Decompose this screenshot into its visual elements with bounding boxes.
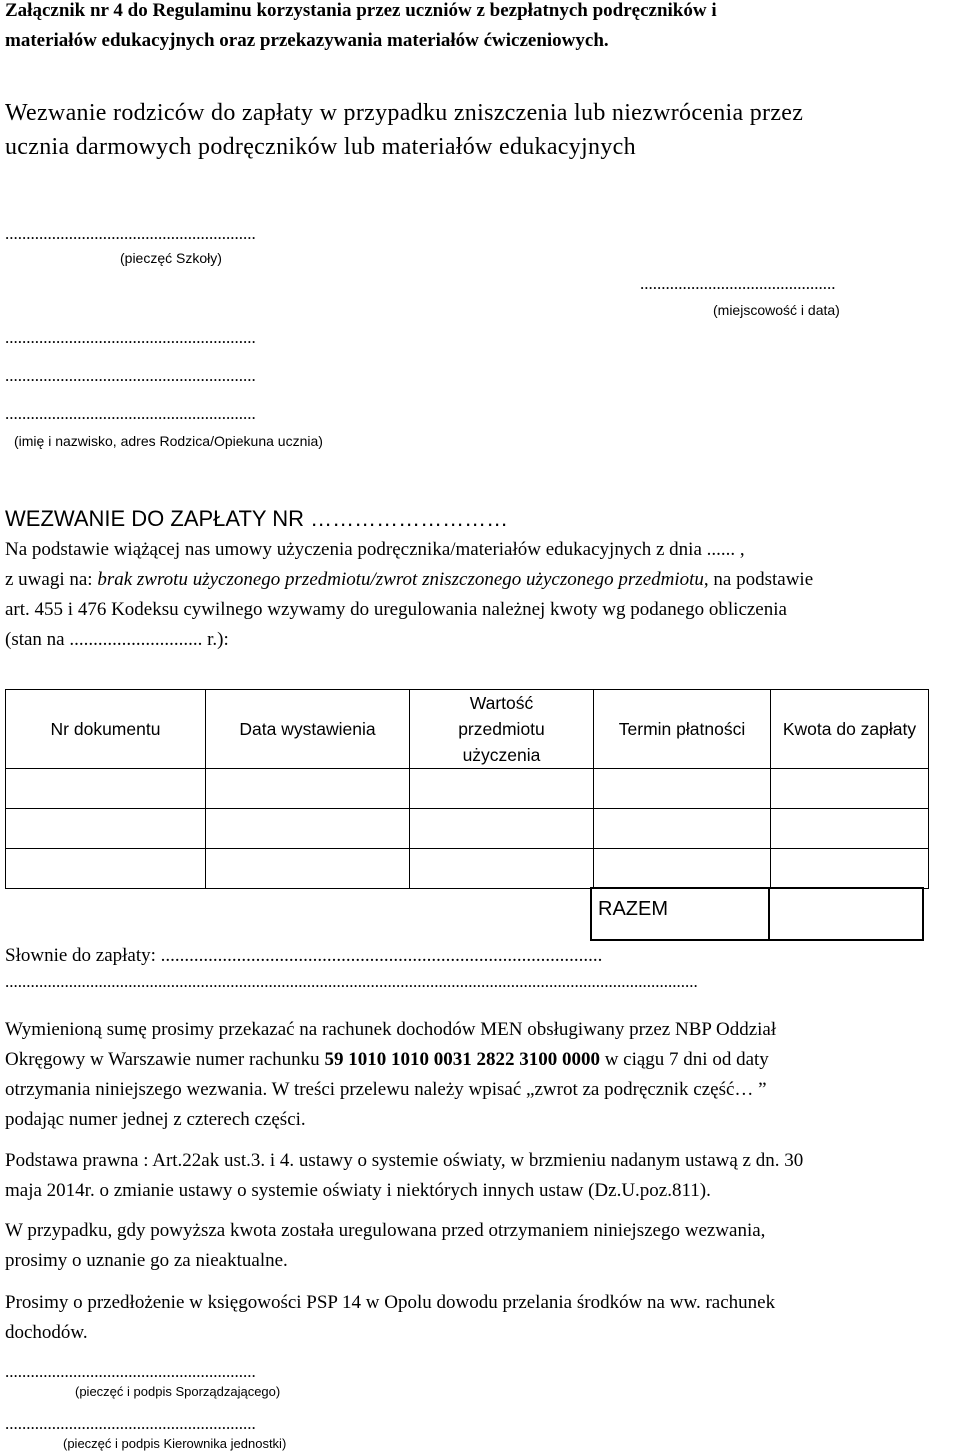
notice-line-1: Na podstawie wiążącej nas umowy użyczenia podręcznika/materiałów edukacyjnych z dnia ...... , bbox=[5, 539, 745, 560]
legal-line-2: maja 2014r. o zmianie ustawy o systemie oświaty i niektórych innych ustaw (Dz.U.poz.811). bbox=[5, 1180, 711, 1201]
table-cell[interactable] bbox=[6, 769, 206, 809]
head-signature-dots: ........................................................... bbox=[5, 1414, 256, 1433]
header-cell-item-value bbox=[410, 690, 594, 769]
school-stamp-caption: (pieczęć Szkoły) bbox=[120, 250, 222, 266]
table-cell[interactable] bbox=[771, 849, 929, 889]
paid-note bbox=[5, 1216, 940, 1276]
document-title-line1: Wezwanie rodziców do zapłaty w przypadku zniszczenia lub niezwrócenia przez bbox=[5, 100, 804, 126]
notice-heading: WEZWANIE DO ZAPŁATY NR ……………………… bbox=[5, 506, 509, 531]
document-title-line2: ucznia darmowych podręczników lub materiałów edukacyjnych bbox=[5, 134, 636, 160]
payment-instructions bbox=[5, 1015, 940, 1135]
table-cell[interactable] bbox=[594, 809, 771, 849]
table-cell[interactable] bbox=[6, 849, 206, 889]
table-row bbox=[6, 849, 929, 889]
amount-in-words: Słownie do zapłaty: ............................................................................................. bbox=[5, 945, 603, 966]
header-cell-due-date: Termin płatności bbox=[594, 690, 771, 769]
table-cell[interactable] bbox=[6, 809, 206, 849]
place-date-caption: (miejscowość i data) bbox=[713, 302, 840, 318]
notice-line-2 bbox=[5, 565, 940, 595]
header-cell-document-number: Nr dokumentu bbox=[6, 690, 206, 769]
notice-line-3: art. 455 i 476 Kodeksu cywilnego wzywamy do uregulowania należnej kwoty wg podanego obliczenia bbox=[5, 599, 787, 620]
legal-line-1: Podstawa prawna : Art.22ak ust.3. i 4. ustawy o systemie oświaty, w brzmieniu nadanym ustawą z dn. 30 bbox=[5, 1150, 804, 1171]
item-value-label: Wartość przedmiotu użyczenia bbox=[458, 693, 545, 765]
parent-caption: (imię i nazwisko, adres Rodzica/Opiekuna ucznia) bbox=[14, 433, 323, 449]
table-cell[interactable] bbox=[594, 769, 771, 809]
table-cell[interactable] bbox=[771, 769, 929, 809]
paid-note-line-2: prosimy o uznanie go za nieaktualne. bbox=[5, 1250, 288, 1271]
payment-line-2b: w ciągu 7 dni od daty bbox=[599, 1049, 769, 1070]
parent-dots-1: ........................................................... bbox=[5, 328, 256, 347]
table-cell[interactable] bbox=[410, 809, 594, 849]
table-cell[interactable] bbox=[206, 769, 410, 809]
payment-line-4: podając numer jednej z czterech części. bbox=[5, 1109, 306, 1130]
header-cell-amount-due: Kwota do zapłaty bbox=[771, 690, 929, 769]
parent-dots-3: ........................................................... bbox=[5, 404, 256, 423]
notice-line-2a: z uwagi na: bbox=[5, 569, 98, 590]
notice-paragraph bbox=[5, 535, 940, 655]
amount-in-words-dots: ................................................................................................................................................................... bbox=[5, 972, 698, 991]
proof-note-line-1: Prosimy o przedłożenie w księgowości PSP 14 w Opolu dowodu przelania środków na ww. rachunek bbox=[5, 1292, 776, 1313]
table-row bbox=[6, 809, 929, 849]
school-stamp-dots: ........................................................... bbox=[5, 224, 256, 243]
place-date-dots: .............................................. bbox=[640, 274, 836, 293]
table-cell[interactable] bbox=[410, 769, 594, 809]
payment-line-2a: Okręgowy w Warszawie numer rachunku bbox=[5, 1049, 325, 1070]
attachment-header-line2: materiałów edukacyjnych oraz przekazywania materiałów ćwiczeniowych. bbox=[5, 30, 609, 51]
total-box bbox=[590, 887, 924, 941]
attachment-header-line1: Załącznik nr 4 do Regulaminu korzystania przez uczniów z bezpłatnych podręczników i bbox=[5, 0, 717, 21]
total-label: RAZEM bbox=[598, 898, 668, 920]
table-cell[interactable] bbox=[771, 809, 929, 849]
notice-line-4: (stan na ............................ r.): bbox=[5, 629, 229, 650]
notice-line-2-italic: brak zwrotu użyczonego przedmiotu/zwrot zniszczonego użyczonego przedmiotu bbox=[97, 569, 704, 590]
bank-account-number: 59 1010 1010 0031 2822 3100 0000 bbox=[324, 1049, 600, 1070]
notice-line-2c: , na podstawie bbox=[703, 569, 814, 590]
table-cell[interactable] bbox=[206, 809, 410, 849]
paid-note-line-1: W przypadku, gdy powyższa kwota została uregulowana przed otrzymaniem niniejszego wezwania, bbox=[5, 1220, 766, 1241]
payment-table bbox=[5, 689, 929, 889]
table-cell[interactable] bbox=[410, 849, 594, 889]
payment-line-1: Wymienioną sumę prosimy przekazać na rachunek dochodów MEN obsługiwany przez NBP Oddział bbox=[5, 1019, 777, 1040]
header-cell-issue-date: Data wystawienia bbox=[206, 690, 410, 769]
preparer-signature-dots: ........................................................... bbox=[5, 1362, 256, 1381]
table-cell[interactable] bbox=[206, 849, 410, 889]
payment-line-3: otrzymania niniejszego wezwania. W treści przelewu należy wpisać „zwrot za podręcznik część… ” bbox=[5, 1079, 767, 1100]
payment-line-2 bbox=[5, 1045, 940, 1075]
legal-basis bbox=[5, 1146, 940, 1206]
table-cell[interactable] bbox=[594, 849, 771, 889]
proof-note-line-2: dochodów. bbox=[5, 1322, 88, 1343]
table-header-row bbox=[6, 690, 929, 769]
head-signature-caption: (pieczęć i podpis Kierownika jednostki) bbox=[63, 1436, 287, 1451]
proof-note bbox=[5, 1288, 940, 1348]
total-separator bbox=[768, 889, 770, 939]
parent-dots-2: ........................................................... bbox=[5, 366, 256, 385]
preparer-signature-caption: (pieczęć i podpis Sporządzającego) bbox=[75, 1384, 281, 1399]
table-row bbox=[6, 769, 929, 809]
